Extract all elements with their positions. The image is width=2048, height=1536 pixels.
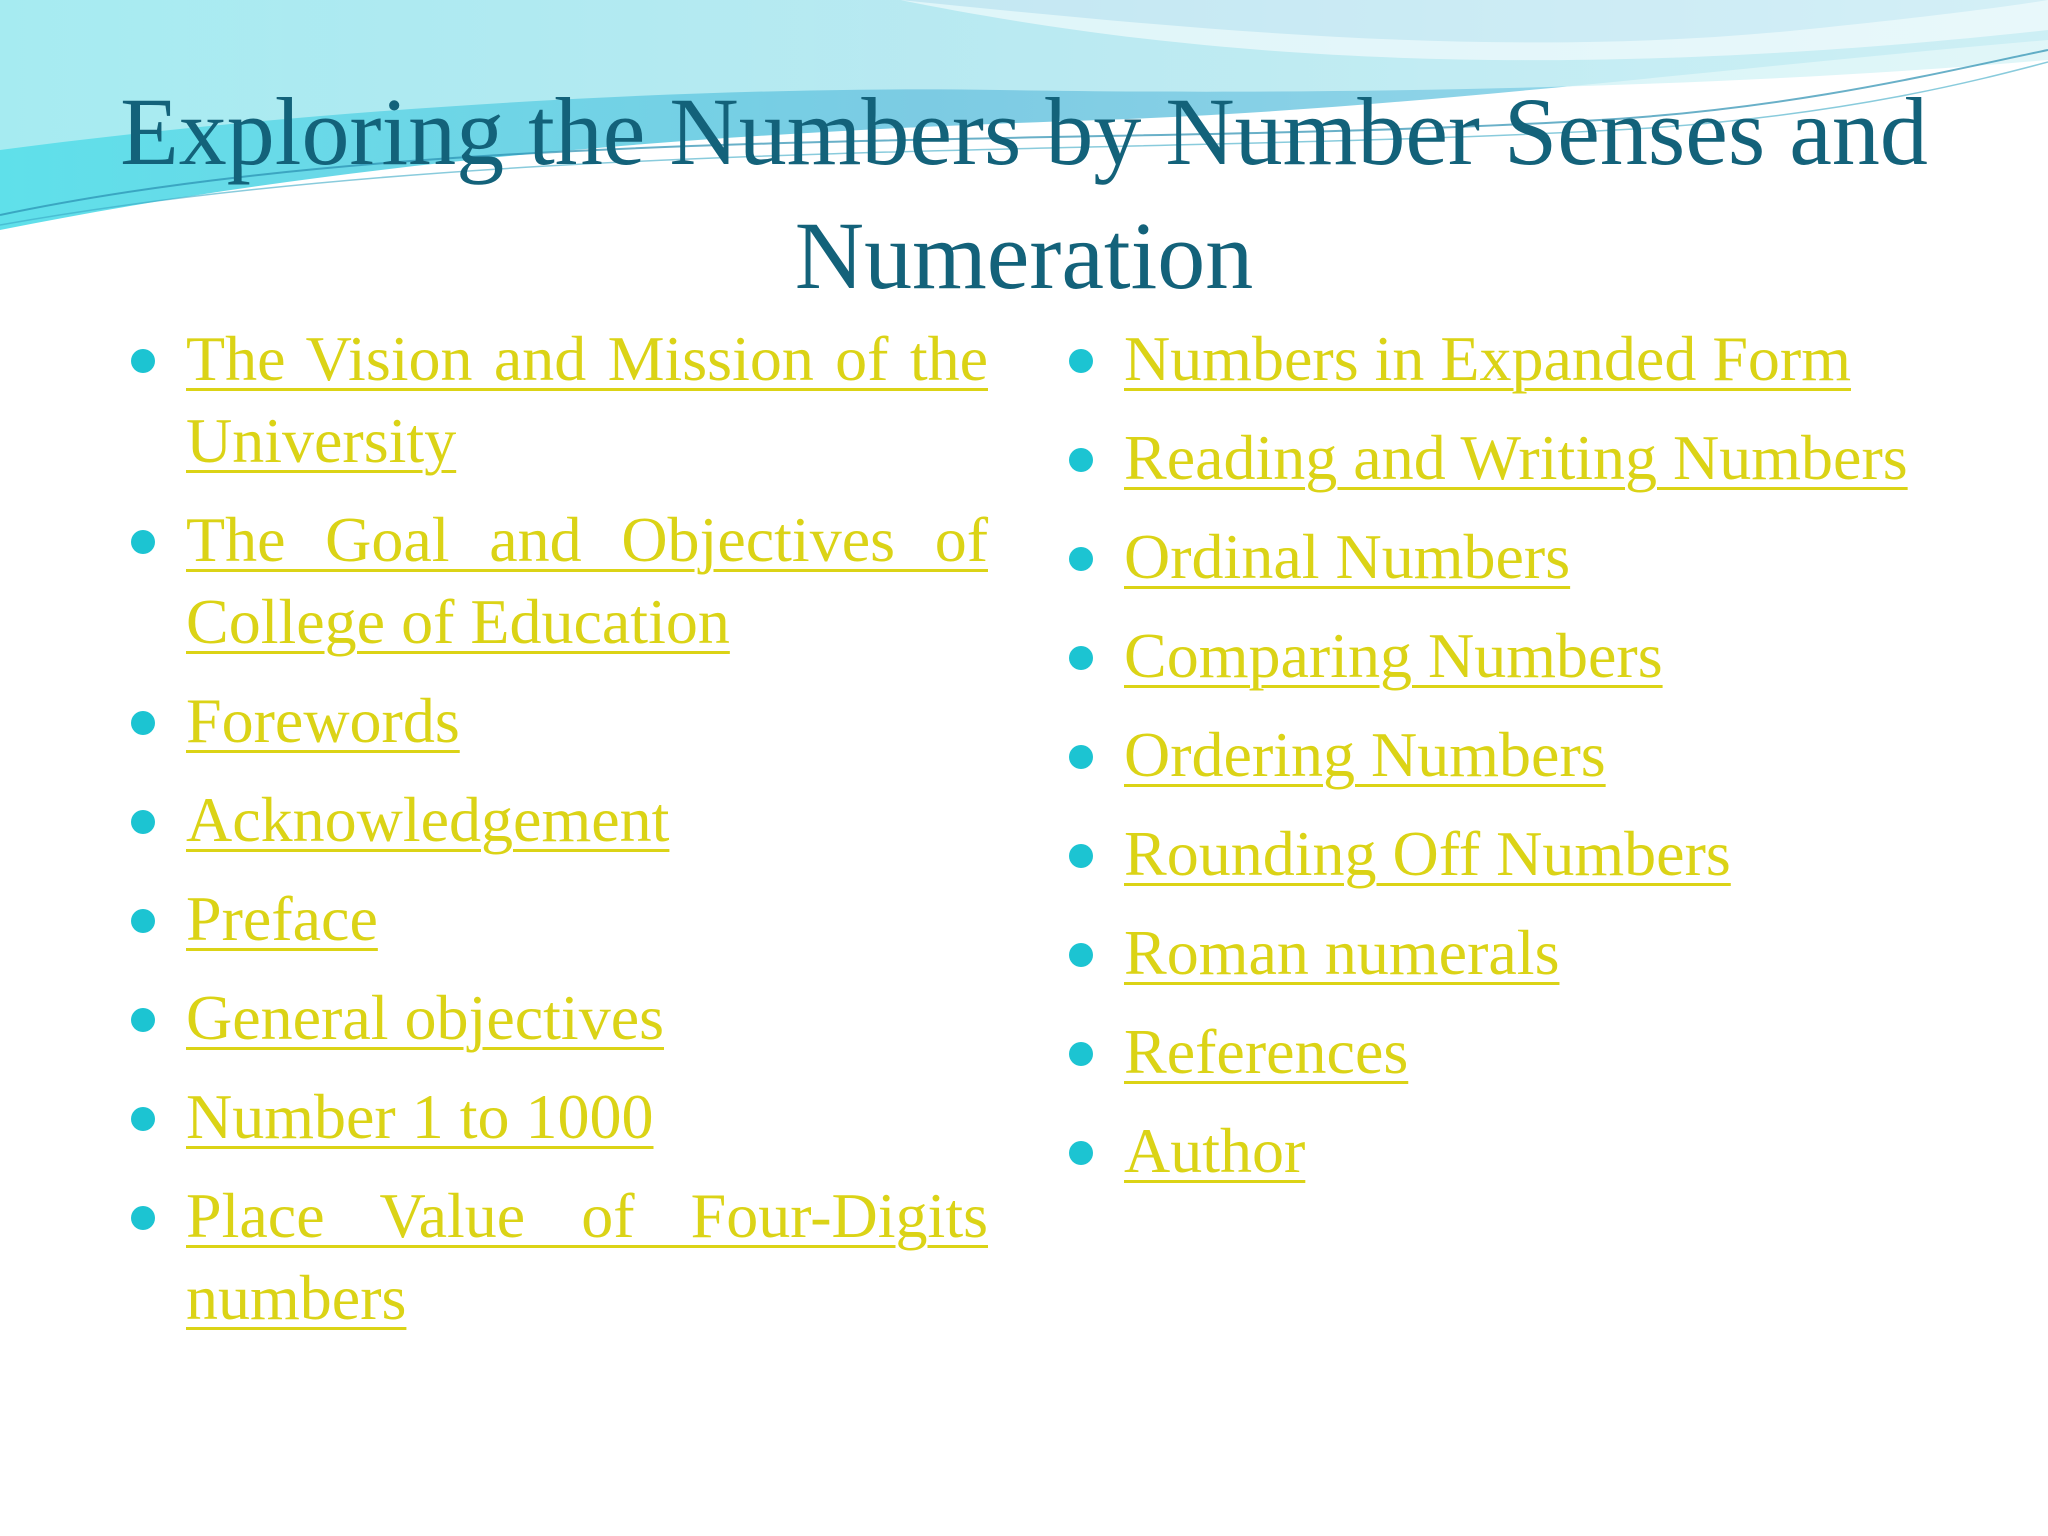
list-item	[1066, 417, 1936, 499]
bullet-dot	[1069, 646, 1093, 670]
list-item	[128, 779, 988, 861]
list-item	[128, 878, 988, 960]
link-acknowledgement[interactable]: Acknowledgement	[186, 784, 670, 855]
link-place-value[interactable]: Place Value of Four-Digits numbers	[186, 1180, 988, 1333]
list-item	[1066, 1011, 1936, 1093]
link-author[interactable]: Author	[1124, 1115, 1306, 1186]
link-vision-mission[interactable]: The Vision and Mission of the University	[186, 323, 988, 476]
toc-right-column	[1066, 318, 1936, 1209]
list-item	[1066, 516, 1936, 598]
link-rounding-off[interactable]: Rounding Off Numbers	[1124, 818, 1731, 889]
bullet-dot	[1069, 349, 1093, 373]
list-item	[128, 318, 988, 482]
bullet-dot	[1069, 448, 1093, 472]
slide-title: Exploring the Numbers by Number Senses and Numeration	[120, 78, 1928, 309]
link-reading-writing[interactable]: Reading and Writing Numbers	[1124, 422, 1908, 493]
list-item	[1066, 714, 1936, 796]
bullet-dot	[131, 909, 155, 933]
bullet-dot	[131, 711, 155, 735]
bullet-dot	[131, 810, 155, 834]
list-item	[128, 1076, 988, 1158]
bullet-dot	[131, 1008, 155, 1032]
toc-left-column	[128, 318, 988, 1356]
link-roman-numerals[interactable]: Roman numerals	[1124, 917, 1560, 988]
link-forewords[interactable]: Forewords	[186, 685, 460, 756]
link-number-1-to-1000[interactable]: Number 1 to 1000	[186, 1081, 654, 1152]
list-item	[1066, 1110, 1936, 1192]
link-expanded-form[interactable]: Numbers in Expanded Form	[1124, 323, 1851, 394]
bullet-dot	[131, 1107, 155, 1131]
list-item	[1066, 615, 1936, 697]
bullet-dot	[1069, 547, 1093, 571]
link-references[interactable]: References	[1124, 1016, 1409, 1087]
bullet-dot	[131, 1206, 155, 1230]
list-item	[128, 1175, 988, 1339]
list-item	[1066, 318, 1936, 400]
bullet-dot	[1069, 745, 1093, 769]
link-comparing-numbers[interactable]: Comparing Numbers	[1124, 620, 1663, 691]
link-ordinal-numbers[interactable]: Ordinal Numbers	[1124, 521, 1571, 592]
list-item	[128, 680, 988, 762]
bullet-dot	[131, 349, 155, 373]
list-item	[1066, 813, 1936, 895]
list-item	[128, 977, 988, 1059]
bullet-dot	[1069, 943, 1093, 967]
link-goal-objectives[interactable]: The Goal and Objectives of College of Education	[186, 504, 988, 657]
bullet-dot	[1069, 1141, 1093, 1165]
bullet-dot	[1069, 1042, 1093, 1066]
link-ordering-numbers[interactable]: Ordering Numbers	[1124, 719, 1606, 790]
list-item	[1066, 912, 1936, 994]
list-item	[128, 499, 988, 663]
link-general-objectives[interactable]: General objectives	[186, 982, 664, 1053]
bullet-dot	[1069, 844, 1093, 868]
link-preface[interactable]: Preface	[186, 883, 378, 954]
bullet-dot	[131, 530, 155, 554]
